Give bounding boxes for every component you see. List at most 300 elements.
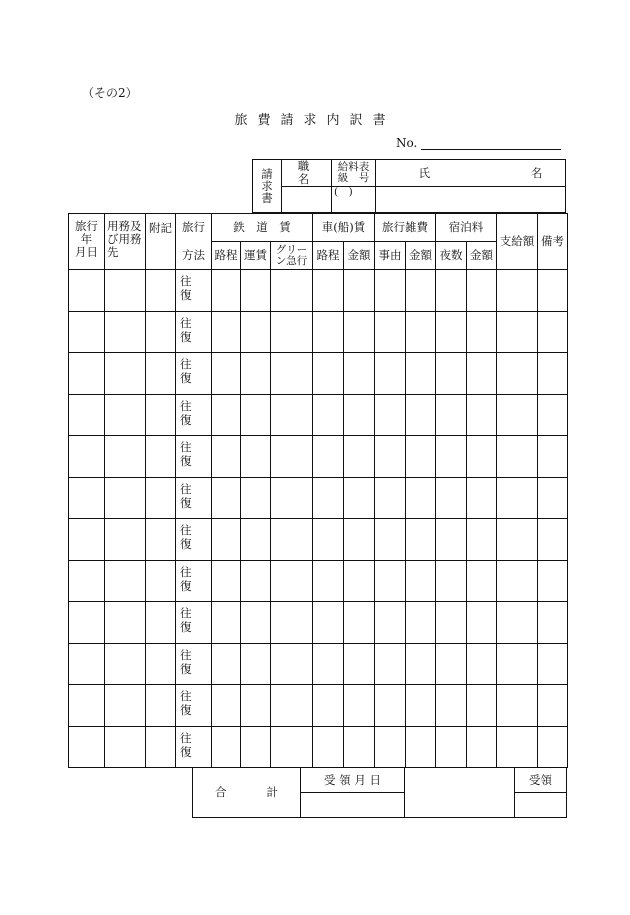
total-label-2: 計	[266, 785, 278, 799]
rail-green-express-header	[271, 242, 313, 270]
purpose-label-1: 用務及	[107, 219, 142, 233]
table-cell[interactable]	[212, 602, 241, 644]
return-label: 復	[180, 703, 192, 717]
table-cell[interactable]	[497, 560, 538, 602]
table-cell[interactable]	[436, 519, 467, 561]
table-cell[interactable]	[344, 643, 375, 685]
remarks-label: 備考	[541, 234, 564, 248]
table-cell[interactable]	[271, 394, 313, 436]
travel-method-cell[interactable]	[176, 602, 212, 644]
table-cell[interactable]	[406, 685, 436, 727]
travel-date-header	[69, 214, 105, 270]
name-header	[376, 160, 566, 187]
table-cell[interactable]	[69, 477, 105, 519]
shi-label: 氏	[418, 165, 431, 180]
table-cell[interactable]	[313, 602, 344, 644]
table-cell[interactable]	[241, 353, 271, 395]
table-cell[interactable]	[538, 436, 568, 478]
form-number-label: （その2）	[82, 86, 138, 100]
table-cell[interactable]	[406, 560, 436, 602]
return-label: 復	[180, 661, 192, 676]
outbound-label: 往	[180, 357, 192, 371]
table-cell[interactable]	[467, 311, 497, 353]
travel-method-header-bottom	[176, 242, 212, 270]
table-cell[interactable]	[241, 477, 271, 519]
rail-fare-amount-label: 運賃	[244, 248, 267, 262]
table-cell[interactable]	[313, 643, 344, 685]
table-row	[69, 436, 568, 478]
table-cell[interactable]	[69, 602, 105, 644]
table-cell[interactable]	[344, 311, 375, 353]
table-cell[interactable]	[105, 436, 146, 478]
table-cell[interactable]	[69, 436, 105, 478]
table-row	[69, 394, 568, 436]
table-cell[interactable]	[105, 602, 146, 644]
outbound-label: 往	[180, 274, 192, 288]
seikyu-cell	[253, 160, 282, 213]
receipt-date-field[interactable]	[301, 793, 405, 818]
return-label: 復	[180, 620, 192, 634]
table-cell[interactable]	[538, 477, 568, 519]
table-cell[interactable]	[406, 726, 436, 768]
return-label: 復	[180, 454, 192, 468]
table-cell[interactable]	[212, 311, 241, 353]
table-cell[interactable]	[497, 519, 538, 561]
table-cell[interactable]	[105, 726, 146, 768]
table-cell[interactable]	[313, 685, 344, 727]
table-cell[interactable]	[313, 560, 344, 602]
travel-method-cell[interactable]	[176, 643, 212, 685]
travel-method-header-top	[176, 214, 212, 242]
travel-method-cell[interactable]	[176, 311, 212, 353]
table-row	[69, 685, 568, 727]
table-cell[interactable]	[105, 477, 146, 519]
table-cell[interactable]	[497, 394, 538, 436]
table-cell[interactable]	[344, 685, 375, 727]
car-fare-label: 車(船)賃	[321, 220, 366, 234]
total-label-1: 合	[215, 785, 227, 799]
table-row	[69, 270, 568, 312]
document-number-field[interactable]	[421, 136, 561, 150]
table-cell[interactable]	[406, 311, 436, 353]
table-cell[interactable]	[497, 353, 538, 395]
table-cell[interactable]	[538, 643, 568, 685]
table-cell[interactable]	[105, 519, 146, 561]
table-cell[interactable]	[467, 519, 497, 561]
travel-method-cell[interactable]	[176, 560, 212, 602]
table-row	[69, 560, 568, 602]
table-cell[interactable]	[69, 353, 105, 395]
round-trip-marker	[176, 270, 211, 302]
table-cell[interactable]	[436, 311, 467, 353]
table-cell[interactable]	[271, 311, 313, 353]
round-trip-marker	[176, 353, 211, 385]
fuki-header	[146, 214, 176, 270]
outbound-label: 往	[180, 315, 192, 330]
table-cell[interactable]	[538, 726, 568, 768]
table-cell[interactable]	[146, 353, 176, 395]
travel-date-label-2: 年	[80, 232, 93, 246]
table-cell[interactable]	[497, 311, 538, 353]
outbound-label: 往	[180, 564, 192, 579]
rail-route-header	[212, 242, 241, 270]
table-cell[interactable]	[375, 643, 406, 685]
round-trip-marker	[176, 478, 211, 510]
table-cell[interactable]	[271, 477, 313, 519]
payment-label: 支給額	[499, 234, 535, 248]
return-label: 復	[180, 495, 192, 510]
table-cell[interactable]	[406, 436, 436, 478]
table-cell[interactable]	[344, 270, 375, 312]
table-row	[69, 353, 568, 395]
table-row	[69, 519, 568, 561]
misc-expense-header	[375, 214, 436, 242]
table-cell[interactable]	[538, 394, 568, 436]
return-label: 復	[180, 578, 192, 593]
outbound-label: 往	[180, 440, 192, 454]
table-cell[interactable]	[146, 602, 176, 644]
table-cell[interactable]	[69, 394, 105, 436]
travel-expense-table	[68, 213, 568, 768]
table-cell[interactable]	[241, 394, 271, 436]
table-cell[interactable]	[105, 311, 146, 353]
requester-info-table	[252, 159, 566, 213]
round-trip-marker	[176, 312, 211, 344]
table-cell[interactable]	[344, 394, 375, 436]
table-cell[interactable]	[212, 353, 241, 395]
table-cell[interactable]	[105, 643, 146, 685]
table-cell[interactable]	[436, 685, 467, 727]
table-cell[interactable]	[105, 270, 146, 312]
rail-fare-header	[212, 214, 313, 242]
table-cell[interactable]	[69, 685, 105, 727]
travel-method-cell[interactable]	[176, 353, 212, 395]
table-cell[interactable]	[105, 394, 146, 436]
table-cell[interactable]	[538, 270, 568, 312]
car-route-label: 路程	[316, 248, 340, 262]
round-trip-marker	[176, 644, 211, 676]
mei-label: 名	[530, 165, 543, 180]
outbound-label: 往	[180, 523, 192, 537]
lodging-header	[436, 214, 497, 242]
name-field[interactable]	[376, 187, 566, 213]
table-cell[interactable]	[241, 311, 271, 353]
table-cell[interactable]	[212, 270, 241, 312]
table-cell[interactable]	[538, 311, 568, 353]
table-row	[69, 643, 568, 685]
table-cell[interactable]	[105, 685, 146, 727]
table-cell[interactable]	[467, 477, 497, 519]
table-cell[interactable]	[375, 311, 406, 353]
seikyu-label: 請求書	[261, 166, 273, 205]
kyuryo-label-2: 級 号	[337, 172, 370, 184]
table-cell[interactable]	[406, 477, 436, 519]
table-cell[interactable]	[212, 560, 241, 602]
receipt-header	[515, 768, 567, 793]
payment-header	[497, 214, 538, 270]
misc-amount-label: 金額	[409, 248, 432, 262]
car-route-header	[313, 242, 344, 270]
kyuryo-field[interactable]	[332, 187, 376, 213]
lodging-nights-header	[436, 242, 467, 270]
table-cell[interactable]	[241, 685, 271, 727]
table-cell[interactable]	[212, 477, 241, 519]
return-label: 復	[180, 371, 192, 385]
misc-reason-header	[375, 242, 406, 270]
table-cell[interactable]	[467, 560, 497, 602]
travel-method-cell[interactable]	[176, 394, 212, 436]
table-cell[interactable]	[436, 353, 467, 395]
table-body	[69, 270, 568, 768]
table-cell[interactable]	[271, 685, 313, 727]
outbound-label: 往	[180, 689, 192, 703]
fuki-label: 附記	[149, 221, 172, 235]
table-cell[interactable]	[497, 436, 538, 478]
table-cell[interactable]	[406, 519, 436, 561]
remarks-header	[538, 214, 568, 270]
table-cell[interactable]	[497, 643, 538, 685]
outbound-label: 往	[180, 647, 192, 662]
table-cell[interactable]	[313, 477, 344, 519]
table-cell[interactable]	[375, 519, 406, 561]
table-cell[interactable]	[241, 270, 271, 312]
table-cell[interactable]	[105, 560, 146, 602]
table-cell[interactable]	[69, 643, 105, 685]
lodging-label: 宿泊料	[448, 220, 484, 234]
table-cell[interactable]	[375, 726, 406, 768]
table-cell[interactable]	[538, 685, 568, 727]
travel-method-cell[interactable]	[176, 477, 212, 519]
table-cell[interactable]	[212, 394, 241, 436]
table-cell[interactable]	[271, 436, 313, 478]
kyuryo-header	[332, 160, 376, 187]
table-cell[interactable]	[538, 602, 568, 644]
table-cell[interactable]	[538, 519, 568, 561]
table-cell[interactable]	[406, 643, 436, 685]
table-cell[interactable]	[375, 436, 406, 478]
table-cell[interactable]	[467, 270, 497, 312]
table-cell[interactable]	[375, 270, 406, 312]
table-cell[interactable]	[436, 394, 467, 436]
purpose-header	[105, 214, 146, 270]
table-cell[interactable]	[146, 436, 176, 478]
table-cell[interactable]	[146, 643, 176, 685]
table-cell[interactable]	[212, 519, 241, 561]
table-row	[69, 726, 568, 768]
table-cell[interactable]	[538, 560, 568, 602]
table-cell[interactable]	[271, 353, 313, 395]
outbound-label: 往	[180, 730, 192, 745]
table-cell[interactable]	[436, 270, 467, 312]
table-cell[interactable]	[436, 436, 467, 478]
return-label: 復	[180, 329, 192, 344]
travel-method-cell[interactable]	[176, 685, 212, 727]
table-cell[interactable]	[497, 685, 538, 727]
round-trip-marker	[176, 602, 211, 634]
table-row	[69, 311, 568, 353]
travel-date-label-1: 旅行	[75, 219, 98, 233]
table-cell[interactable]	[375, 477, 406, 519]
receipt-label: 受領	[529, 772, 552, 787]
table-cell[interactable]	[241, 519, 271, 561]
round-trip-marker	[176, 727, 211, 759]
table-cell[interactable]	[375, 685, 406, 727]
table-cell[interactable]	[212, 436, 241, 478]
page-title: 旅費請求内訳書	[234, 113, 396, 128]
table-cell[interactable]	[344, 602, 375, 644]
table-cell[interactable]	[313, 436, 344, 478]
table-cell[interactable]	[271, 643, 313, 685]
table-cell[interactable]	[241, 602, 271, 644]
table-cell[interactable]	[271, 560, 313, 602]
lodging-amount-header	[467, 242, 497, 270]
table-cell[interactable]	[313, 726, 344, 768]
travel-method-cell[interactable]	[176, 270, 212, 312]
table-cell[interactable]	[69, 311, 105, 353]
car-amount-header	[344, 242, 375, 270]
table-cell[interactable]	[241, 436, 271, 478]
outbound-label: 往	[180, 481, 192, 496]
travel-method-cell[interactable]	[176, 519, 212, 561]
shokumei-label: 職 名	[297, 159, 333, 186]
rail-green-label-1: グリー	[275, 243, 308, 256]
table-cell[interactable]	[436, 560, 467, 602]
table-cell[interactable]	[406, 394, 436, 436]
purpose-label-2: び用務	[107, 232, 142, 246]
kyuryo-label-1: 給料表	[337, 161, 370, 173]
table-cell[interactable]	[313, 353, 344, 395]
table-cell[interactable]	[212, 685, 241, 727]
misc-reason-label: 事由	[378, 248, 402, 262]
table-cell[interactable]	[406, 270, 436, 312]
receipt-field[interactable]	[515, 793, 567, 818]
outbound-label: 往	[180, 606, 192, 620]
table-cell[interactable]	[146, 311, 176, 353]
lodging-nights-label: 夜数	[439, 248, 463, 262]
table-cell[interactable]	[313, 270, 344, 312]
table-cell[interactable]	[69, 726, 105, 768]
table-cell[interactable]	[344, 353, 375, 395]
table-cell[interactable]	[344, 436, 375, 478]
travel-method-cell[interactable]	[176, 436, 212, 478]
table-cell[interactable]	[271, 726, 313, 768]
table-cell[interactable]	[497, 477, 538, 519]
table-cell[interactable]	[313, 519, 344, 561]
misc-expense-label: 旅行雑費	[382, 220, 428, 234]
table-row	[69, 602, 568, 644]
table-cell[interactable]	[375, 560, 406, 602]
table-cell[interactable]	[146, 477, 176, 519]
table-cell[interactable]	[313, 394, 344, 436]
table-cell[interactable]	[497, 270, 538, 312]
total-amount-field[interactable]	[405, 768, 515, 818]
table-cell[interactable]	[406, 353, 436, 395]
table-cell[interactable]	[467, 394, 497, 436]
receipt-date-label: 受 領 月 日	[324, 772, 381, 787]
table-cell[interactable]	[241, 643, 271, 685]
table-cell[interactable]	[436, 726, 467, 768]
table-cell[interactable]	[344, 519, 375, 561]
document-number-label: No.	[396, 136, 418, 150]
rail-fare-label: 鉄 道 賃	[233, 220, 291, 234]
document-number	[396, 136, 561, 150]
table-cell[interactable]	[313, 311, 344, 353]
return-label: 復	[180, 744, 192, 759]
misc-amount-header	[406, 242, 436, 270]
return-label: 復	[180, 288, 192, 302]
table-cell[interactable]	[344, 726, 375, 768]
car-fare-header	[313, 214, 375, 242]
table-cell[interactable]	[271, 270, 313, 312]
travel-method-label-bottom: 方法	[182, 247, 205, 262]
table-cell[interactable]	[467, 436, 497, 478]
outbound-label: 往	[180, 398, 192, 413]
table-cell[interactable]	[69, 519, 105, 561]
table-cell[interactable]	[467, 685, 497, 727]
table-cell[interactable]	[538, 353, 568, 395]
return-label: 復	[180, 412, 192, 427]
table-cell[interactable]	[146, 726, 176, 768]
table-cell[interactable]	[344, 477, 375, 519]
table-cell[interactable]	[436, 477, 467, 519]
round-trip-marker	[176, 519, 211, 551]
return-label: 復	[180, 537, 192, 551]
table-cell[interactable]	[436, 643, 467, 685]
table-cell[interactable]	[241, 560, 271, 602]
lodging-amount-label: 金額	[470, 248, 493, 262]
table-cell[interactable]	[146, 519, 176, 561]
table-cell[interactable]	[271, 519, 313, 561]
table-cell[interactable]	[241, 726, 271, 768]
table-cell[interactable]	[467, 602, 497, 644]
table-cell[interactable]	[146, 394, 176, 436]
table-cell[interactable]	[375, 602, 406, 644]
table-cell[interactable]	[271, 602, 313, 644]
shokumei-field[interactable]	[282, 187, 332, 213]
table-cell[interactable]	[146, 270, 176, 312]
shokumei-header	[282, 160, 332, 187]
round-trip-marker	[176, 561, 211, 593]
table-cell[interactable]	[212, 643, 241, 685]
total-table	[192, 767, 567, 818]
travel-method-cell[interactable]	[176, 726, 212, 768]
travel-method-label-top: 旅行	[182, 220, 205, 235]
table-cell[interactable]	[467, 726, 497, 768]
table-row	[69, 477, 568, 519]
table-cell[interactable]	[146, 560, 176, 602]
table-cell[interactable]	[212, 726, 241, 768]
table-cell[interactable]	[105, 353, 146, 395]
round-trip-marker	[176, 395, 211, 427]
table-cell[interactable]	[344, 560, 375, 602]
table-cell[interactable]	[467, 643, 497, 685]
car-amount-label: 金額	[347, 248, 371, 262]
rail-route-label: 路程	[214, 248, 238, 262]
table-cell[interactable]	[497, 726, 538, 768]
table-cell[interactable]	[406, 602, 436, 644]
total-label-cell	[193, 768, 301, 818]
table-cell[interactable]	[467, 353, 497, 395]
kyuryo-paren: ( )	[334, 186, 353, 198]
rail-fare-amount-header	[241, 242, 271, 270]
table-cell[interactable]	[146, 685, 176, 727]
table-cell[interactable]	[375, 353, 406, 395]
table-cell[interactable]	[69, 270, 105, 312]
table-cell[interactable]	[69, 560, 105, 602]
table-cell[interactable]	[375, 394, 406, 436]
table-cell[interactable]	[497, 602, 538, 644]
table-cell[interactable]	[436, 602, 467, 644]
